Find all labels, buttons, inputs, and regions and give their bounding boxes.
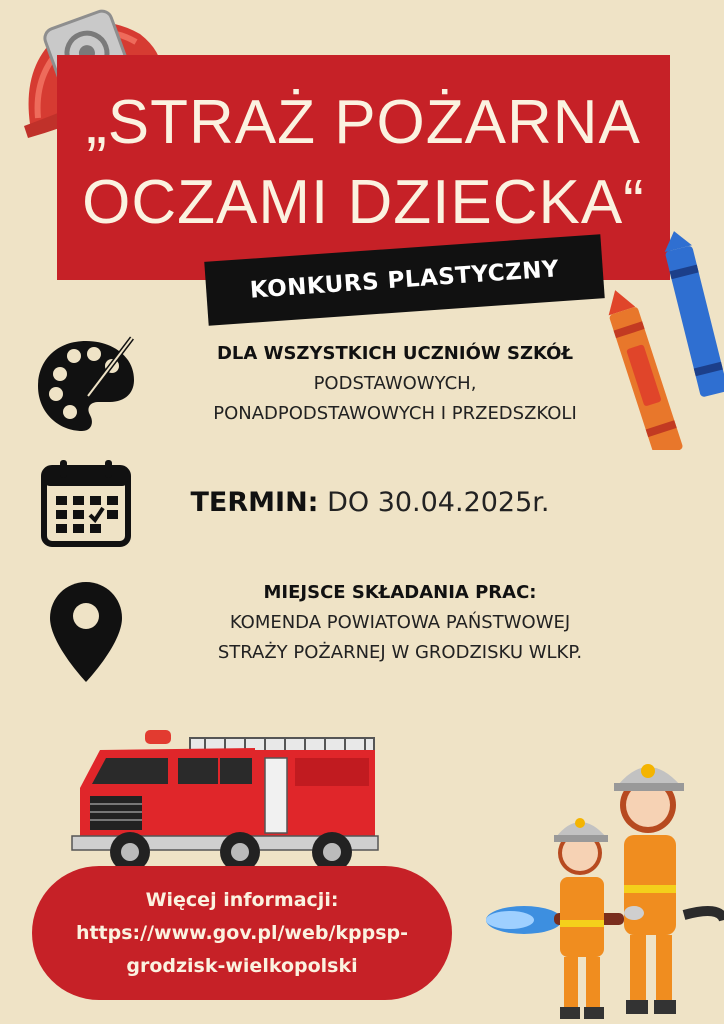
more-info-url-line-1[interactable]: https://www.gov.pl/web/kppsp- <box>75 921 409 944</box>
subtitle-text: KONKURS PLASTYCZNY <box>249 256 560 304</box>
audience-section <box>140 339 650 429</box>
title-line-1: „STRAŻ POŻARNA <box>86 88 641 157</box>
more-info-heading: Więcej informacji: <box>145 888 339 911</box>
audience-line-3: PONADPODSTAWOWYCH I PRZEDSZKOLI <box>213 403 577 424</box>
audience-line-2: PODSTAWOWYCH, <box>313 373 477 394</box>
deadline-value: DO 30.04.2025r. <box>327 487 550 518</box>
location-pin-icon <box>48 580 124 684</box>
title-line-2: OCZAMI DZIECKA“ <box>82 168 645 237</box>
firefighters-illustration <box>484 745 724 1024</box>
location-heading: MIEJSCE SKŁADANIA PRAC: <box>263 582 537 603</box>
more-info-url-line-2[interactable]: grodzisk-wielkopolski <box>126 954 358 977</box>
more-info-banner <box>32 866 452 1000</box>
deadline-section <box>140 483 600 523</box>
audience-heading: DLA WSZYSTKICH UCZNIÓW SZKÓŁ <box>216 343 574 364</box>
calendar-icon <box>40 458 132 548</box>
location-line-3: STRAŻY POŻARNEJ W GRODZISKU WLKP. <box>217 642 583 663</box>
paint-palette-icon <box>36 336 136 436</box>
deadline-label: TERMIN: <box>190 487 319 518</box>
location-section <box>160 578 640 668</box>
fire-truck-illustration <box>70 728 382 876</box>
location-line-2: KOMENDA POWIATOWA PAŃSTWOWEJ <box>229 612 571 633</box>
